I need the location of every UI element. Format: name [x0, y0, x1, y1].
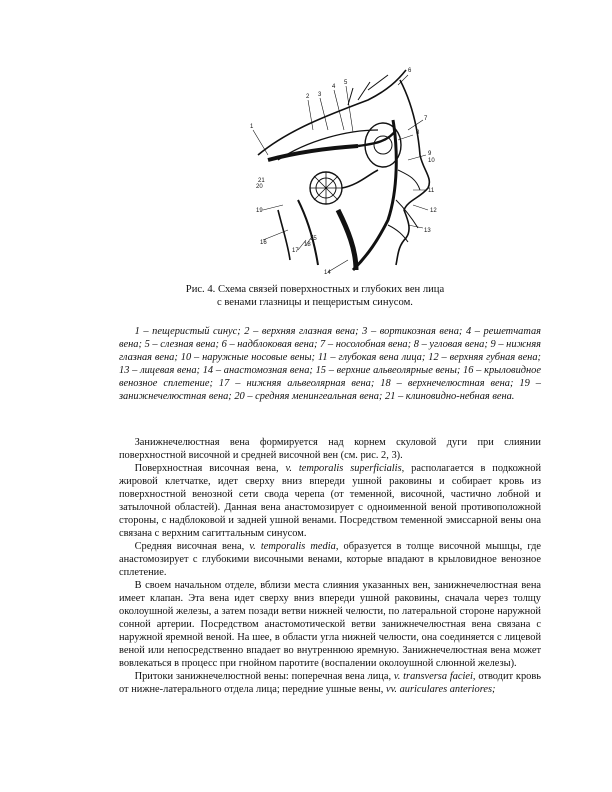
paragraph-2 — [119, 462, 541, 540]
figure-caption — [150, 283, 480, 310]
figure-label-18: 18 — [304, 242, 311, 248]
figure-label-19: 19 — [256, 208, 263, 214]
term-temporalis-superficialis: v. temporalis superficialis, — [285, 463, 405, 474]
paragraph-5-lead: Притоки занижнечелюстной вены: поперечная вена лица, — [134, 671, 394, 682]
figure-label-8: 8 — [416, 130, 420, 136]
figure-label-7: 7 — [424, 116, 428, 122]
paragraph-4: В своем начальном отделе, вблизи места слияния указанных вен, занижнечелюстная вена имеет клапан. Эта вена идет сверху вниз впереди ушной раковины, сначала через толщу околоушной железы, а затем позади ветви нижней челюсти, по латеральной стороне наружной сонной артерии. Посредством анастомотической ветви занижнечелюстная вена связана с наружной яремной веной. На шее, в области угла нижней челюсти, она соединяется с лицевой веной или непосредственно впадает во внутреннюю яремную. Занижнечелюстная вена может вовлекаться в процесс при гнойном паротите (воспалении околоушной слюнной железы). — [119, 580, 541, 669]
body-text — [119, 436, 541, 696]
paragraph-5 — [119, 670, 541, 696]
figure-label-20: 20 — [256, 184, 263, 190]
figure-label-6: 6 — [408, 68, 412, 74]
figure-label-5: 5 — [344, 80, 348, 86]
paragraph-2-rest: располагается в подкожной жировой клетчатке, идет сверху вниз впереди ушной раковины и собирает кровь из поверхностной венозной сети свода черепа (от теменной, височной, частично лобной и затылочной областей). Данная вена анастомозирует с одноименной веной противоположной стороны, с надблоковой и задней ушной венами. Посредством теменной эмиссарной вены она связана с верхним сагиттальным синусом. — [119, 463, 541, 539]
anatomy-figure — [248, 60, 448, 275]
figure-label-16: 16 — [260, 240, 267, 246]
figure-label-4: 4 — [332, 84, 336, 90]
caption-line-1: Рис. 4. Схема связей поверхностных и глубоких вен лица — [185, 284, 445, 295]
paragraph-1: Занижнечелюстная вена формируется над корнем скуловой дуги при слиянии поверхностной височной и средней височной вен (см. рис. 2, 3). — [119, 437, 541, 461]
figure-legend: 1 – пещеристый синус; 2 – верхняя глазная вена; 3 – вортикозная вена; 4 – решетчатая вена; 5 – слезная вена; 6 – надблоковая вена; 7 – носолобная вена; 8 – угловая вена; 9 – нижняя глазная вена; 10 – наружные носовые вены; 11 – глубокая вена лица; 12 – верхняя губная вена; 13 – лицевая вена; 14 – анастомозная вена; 15 – верхние альвеолярные вены; 16 – крыловидное венозное сплетение; 17 – нижняя альвеолярная вена; 18 – верхнечелюстная вена; 19 – занижнечелюстная вена; 20 – средняя менингеальная вена; 21 – клиновидно-небная вена. — [119, 326, 541, 402]
paragraph-5-mid: отводит кровь от нижне-латерального отдела лица; передние ушные вены, — [119, 671, 541, 695]
figure-label-11: 11 — [428, 188, 435, 194]
figure-label-13: 13 — [424, 228, 431, 234]
term-temporalis-media: v. temporalis media — [249, 541, 336, 552]
term-auriculares-anteriores: vv. auriculares anteriores; — [385, 684, 496, 695]
figure-label-21: 21 — [258, 178, 265, 184]
paragraph-3-lead: Средняя височная вена, — [134, 541, 250, 552]
figure-label-17: 17 — [292, 248, 299, 254]
term-transversa-faciei: v. transversa faciei, — [393, 671, 476, 682]
figure-label-15: 15 — [310, 236, 317, 242]
vein-diagram — [248, 60, 448, 275]
paragraph-3-rest: , образуется в толще височной мышцы, где анастомозирует с глубокими височными венами, которые впадают в крыловидное венозное сплетение. — [119, 541, 542, 578]
caption-line-2: с венами глазницы и пещеристым синусом. — [217, 297, 413, 309]
paragraph-2-lead: Поверхностная височная вена, — [134, 463, 286, 474]
figure-label-9: 9 — [428, 151, 432, 157]
figure-label-1: 1 — [250, 124, 254, 130]
figure-label-3: 3 — [318, 92, 322, 98]
figure-label-14: 14 — [324, 270, 331, 275]
figure-label-10: 10 — [428, 158, 435, 164]
paragraph-3 — [119, 540, 541, 579]
figure-label-12: 12 — [430, 208, 437, 214]
figure-label-2: 2 — [306, 94, 310, 100]
